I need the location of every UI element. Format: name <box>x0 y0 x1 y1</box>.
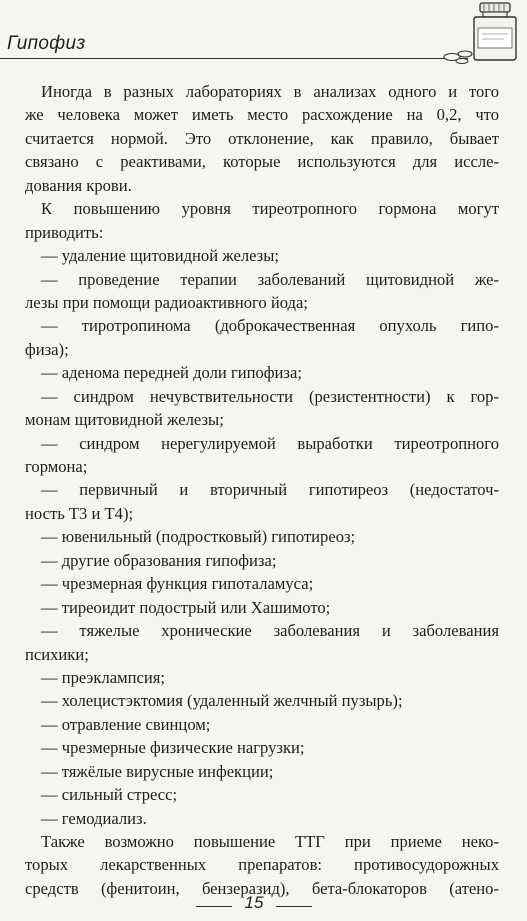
footer-rule-left <box>196 906 232 907</box>
text-line: — тиротропинома (доброкачественная опухоль гипо- <box>41 316 499 336</box>
text-line: — чрезмерные физические нагрузки; <box>41 738 305 758</box>
text-line: — ювенильный (подростковый) гипотиреоз; <box>41 527 356 547</box>
text-line: — проведение терапии заболеваний щитовидной же- <box>41 269 499 289</box>
text-line: — первичный и вторичный гипотиреоз (недостаточ- <box>41 480 499 500</box>
text-line: приводить: <box>25 222 104 242</box>
text-line: К повышению уровня тиреотропного гормона могут <box>41 199 499 219</box>
page-footer <box>0 893 527 917</box>
text-line: — отравление свинцом; <box>41 714 211 734</box>
text-line: — тяжёлые вирусные инфекции; <box>41 761 274 781</box>
text-line: — сильный стресс; <box>41 785 178 805</box>
text-line: — синдром нечувствительности (резистентности) к гор- <box>41 386 499 406</box>
text-line: — гемодиализ. <box>41 808 147 828</box>
text-line: монам щитовидной железы; <box>25 410 224 430</box>
footer-rule-right <box>276 906 312 907</box>
page-header <box>0 0 527 62</box>
main-text-body <box>25 80 499 900</box>
text-line: Также возможно повышение ТТГ при приеме неко- <box>41 832 499 851</box>
text-line: — преэклампсия; <box>41 667 165 687</box>
text-line: лезы при помощи радиоактивного йода; <box>25 292 308 312</box>
text-line: гормона; <box>25 457 88 476</box>
text-line: дования крови. <box>25 175 132 195</box>
text-line: — холецистэктомия (удаленный желчный пузырь); <box>41 691 403 711</box>
text-line: считается нормой. Это отклонение, как правило, бывает <box>25 128 499 148</box>
text-line: — тяжелые хронические заболевания и заболевания <box>41 621 499 641</box>
text-line: связано с реактивами, которые используются для иссле- <box>25 152 499 172</box>
text-line: — аденома передней доли гипофиза; <box>41 363 302 383</box>
header-rule <box>0 58 468 59</box>
text-line: — другие образования гипофиза; <box>41 550 277 570</box>
text-line: физа); <box>25 339 69 359</box>
text-line: — тиреоидит подострый или Хашимото; <box>41 597 331 617</box>
text-line: средств (фенитоин, бензеразид), бета-блокаторов (атено- <box>25 878 499 898</box>
running-head-title: Гипофиз <box>7 33 86 54</box>
medicine-bottle-and-pills-icon <box>436 2 524 64</box>
text-line: же человека может иметь место расхождение на 0,2, что <box>25 105 499 125</box>
text-line: торых лекарственных препаратов: противосудорожных <box>25 855 499 875</box>
text-line: ность Т3 и Т4); <box>25 503 134 523</box>
text-line: Иногда в разных лабораториях в анализах одного и того <box>41 82 499 101</box>
text-line: психики; <box>25 644 89 664</box>
text-line: — синдром нерегулируемой выработки тиреотропного <box>41 433 499 453</box>
text-line: — удаление щитовидной железы; <box>41 246 279 266</box>
page-number: 15 <box>244 893 264 912</box>
text-line: — чрезмерная функция гипоталамуса; <box>41 574 314 594</box>
